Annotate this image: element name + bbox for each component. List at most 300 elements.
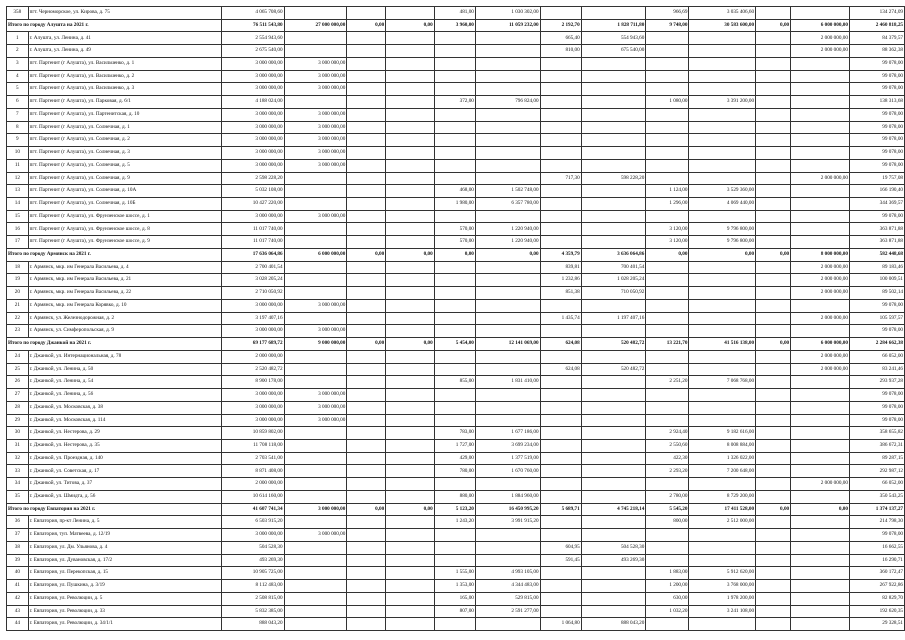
value-cell: 8 900 178,00	[221, 376, 284, 389]
value-cell: 9 748,00	[646, 19, 689, 32]
value-cell: 624,08	[540, 363, 581, 376]
address-cell: г. Джанкой, ул. Шмидта, д. 56	[28, 490, 221, 503]
value-cell	[386, 414, 434, 427]
value-cell	[347, 312, 386, 325]
value-cell	[386, 299, 434, 312]
value-cell	[475, 618, 540, 631]
value-cell	[475, 32, 540, 45]
value-cell	[386, 185, 434, 198]
row-number-cell: 34	[7, 478, 29, 491]
address-cell: г. Армянск, ул. Симферопольская, д. 9	[28, 325, 221, 338]
value-cell: 783,00	[434, 427, 475, 440]
value-cell	[540, 567, 581, 580]
value-cell	[689, 414, 756, 427]
value-cell: 504 528,30	[581, 541, 646, 554]
value-cell: 3 000 000,00	[221, 389, 284, 402]
value-cell: 11 017 740,00	[221, 223, 284, 236]
value-cell	[386, 96, 434, 109]
value-cell: 363 871,88	[849, 236, 904, 249]
value-cell	[347, 363, 386, 376]
address-cell: г. Евпатория, ул. Дувановская, д. 17/2	[28, 554, 221, 567]
value-cell	[689, 389, 756, 402]
address-cell: г. Евпатория, ул. Дм. Ульянова, д. 4	[28, 541, 221, 554]
value-cell: 582 448,68	[849, 248, 904, 261]
value-cell	[347, 185, 386, 198]
value-cell: 3 000 000,00	[221, 210, 284, 223]
value-cell: 1 326 022,00	[689, 452, 756, 465]
value-cell	[434, 350, 475, 363]
row-number-cell: 13	[7, 185, 29, 198]
value-cell: 1 435,74	[540, 312, 581, 325]
value-cell	[475, 172, 540, 185]
value-cell: 4 069 440,00	[689, 198, 756, 211]
value-cell: 9 796 800,00	[689, 236, 756, 249]
value-cell	[689, 172, 756, 185]
table-row	[7, 427, 905, 440]
value-cell	[347, 198, 386, 211]
value-cell	[347, 580, 386, 593]
value-cell	[386, 236, 434, 249]
value-cell	[347, 618, 386, 631]
value-cell: 624,08	[540, 338, 581, 351]
address-cell: пгт. Черноморское, ул. Кирова, д. 75	[28, 7, 221, 20]
value-cell	[581, 350, 646, 363]
value-cell: 2 703 541,00	[221, 452, 284, 465]
value-cell: 800,00	[646, 516, 689, 529]
value-cell	[284, 516, 347, 529]
value-cell	[386, 478, 434, 491]
value-cell	[386, 312, 434, 325]
address-cell: пгт. Партенит (г Алушта), ул. Солнечная, д. 2	[28, 134, 221, 147]
value-cell: 99 078,00	[849, 299, 904, 312]
value-cell: 30 583 600,00	[689, 19, 756, 32]
value-cell	[386, 350, 434, 363]
value-cell	[475, 70, 540, 83]
value-cell: 89 502,14	[849, 287, 904, 300]
address-cell: г. Евпатория, туп. Матвеева, д. 12/19	[28, 529, 221, 542]
value-cell: 166 190,40	[849, 185, 904, 198]
value-cell: 2 000 000,00	[221, 350, 284, 363]
row-number-cell: 19	[7, 274, 29, 287]
value-cell	[791, 236, 850, 249]
value-cell: 3 120,00	[646, 236, 689, 249]
value-cell	[791, 159, 850, 172]
value-cell	[756, 274, 791, 287]
value-cell: 665,40	[540, 32, 581, 45]
value-cell	[347, 147, 386, 160]
value-cell	[540, 529, 581, 542]
value-cell	[581, 70, 646, 83]
value-cell: 675 540,00	[581, 45, 646, 58]
value-cell: 3 000 000,00	[284, 57, 347, 70]
value-cell	[756, 529, 791, 542]
value-cell	[791, 439, 850, 452]
value-cell: 700 401,54	[581, 261, 646, 274]
row-number-cell: 4	[7, 70, 29, 83]
table-row	[7, 478, 905, 491]
value-cell	[756, 45, 791, 58]
value-cell	[540, 592, 581, 605]
value-cell	[284, 376, 347, 389]
value-cell: 358 655,82	[849, 427, 904, 440]
value-cell	[434, 274, 475, 287]
value-cell	[581, 299, 646, 312]
table-row	[7, 465, 905, 478]
value-cell: 570,00	[434, 236, 475, 249]
value-cell	[689, 70, 756, 83]
value-cell: 13 221,70	[646, 338, 689, 351]
value-cell	[540, 401, 581, 414]
value-cell: 16 662,55	[849, 541, 904, 554]
value-cell: 3 197 407,16	[221, 312, 284, 325]
table-row	[7, 452, 905, 465]
value-cell: 3 000 000,00	[221, 159, 284, 172]
value-cell	[646, 529, 689, 542]
table-row	[7, 32, 905, 45]
value-cell: 554 943,60	[581, 32, 646, 45]
value-cell	[689, 529, 756, 542]
value-cell: 8 008 884,00	[689, 439, 756, 452]
value-cell	[434, 541, 475, 554]
value-cell	[386, 210, 434, 223]
address-cell: г. Евпатория, ул. Революции, д. 5	[28, 592, 221, 605]
value-cell	[386, 134, 434, 147]
value-cell	[646, 363, 689, 376]
value-cell: 1 884 960,00	[475, 490, 540, 503]
row-number-cell: 10	[7, 147, 29, 160]
address-cell: г. Джанкой, ул. Проездная, д. 140	[28, 452, 221, 465]
value-cell: 293 937,28	[849, 376, 904, 389]
value-cell: 880,00	[434, 490, 475, 503]
value-cell: 493 269,30	[221, 554, 284, 567]
value-cell	[284, 439, 347, 452]
value-cell	[540, 134, 581, 147]
value-cell	[347, 70, 386, 83]
value-cell	[386, 7, 434, 20]
value-cell	[689, 57, 756, 70]
value-cell: 2 780,00	[646, 490, 689, 503]
value-cell	[646, 414, 689, 427]
value-cell	[475, 83, 540, 96]
value-cell: 19 757,08	[849, 172, 904, 185]
value-cell	[581, 121, 646, 134]
value-cell	[284, 567, 347, 580]
value-cell: 16 450 995,20	[475, 503, 540, 516]
value-cell: 1 353,00	[434, 580, 475, 593]
value-cell	[791, 223, 850, 236]
value-cell: 0,00	[756, 248, 791, 261]
value-cell: 6 000 000,00	[284, 248, 347, 261]
value-cell	[540, 325, 581, 338]
value-cell	[581, 325, 646, 338]
value-cell	[347, 376, 386, 389]
table-row	[7, 567, 905, 580]
value-cell	[756, 134, 791, 147]
value-cell: 99 078,00	[849, 401, 904, 414]
value-cell: 2 000 000,00	[791, 274, 850, 287]
value-cell	[756, 478, 791, 491]
value-cell	[581, 592, 646, 605]
value-cell	[540, 57, 581, 70]
value-cell	[347, 452, 386, 465]
table-row	[7, 45, 905, 58]
value-cell	[581, 7, 646, 20]
value-cell	[756, 121, 791, 134]
total-label-cell: Итого по городу Алушта на 2021 г.	[7, 19, 222, 32]
value-cell: 5 454,00	[434, 338, 475, 351]
table-row	[7, 592, 905, 605]
value-cell	[347, 223, 386, 236]
value-cell	[756, 618, 791, 631]
value-cell: 363 871,88	[849, 223, 904, 236]
table-row	[7, 350, 905, 363]
value-cell	[791, 7, 850, 20]
address-cell: г. Армянск, мкр. им Генерала Корявко, д. 10	[28, 299, 221, 312]
value-cell	[756, 299, 791, 312]
value-cell	[646, 478, 689, 491]
value-cell	[581, 529, 646, 542]
value-cell: 6 000 000,00	[791, 338, 850, 351]
value-cell: 99 078,00	[849, 108, 904, 121]
value-cell	[791, 592, 850, 605]
value-cell	[756, 147, 791, 160]
value-cell	[581, 223, 646, 236]
value-cell: 192 620,35	[849, 605, 904, 618]
row-number-cell: 29	[7, 414, 29, 427]
value-cell	[347, 108, 386, 121]
row-number-cell: 7	[7, 108, 29, 121]
value-cell	[756, 287, 791, 300]
row-number-cell: 44	[7, 618, 29, 631]
value-cell	[434, 57, 475, 70]
value-cell	[540, 299, 581, 312]
row-number-cell: 37	[7, 529, 29, 542]
value-cell: 105 597,57	[849, 312, 904, 325]
value-cell	[540, 580, 581, 593]
value-cell: 8 871 408,00	[221, 465, 284, 478]
value-cell	[434, 32, 475, 45]
value-cell	[689, 350, 756, 363]
value-cell	[434, 159, 475, 172]
value-cell: 2 000 000,00	[791, 350, 850, 363]
address-cell: г. Джанкой, ул. Московская, д. 114	[28, 414, 221, 427]
value-cell	[791, 70, 850, 83]
value-cell	[646, 312, 689, 325]
value-cell	[581, 478, 646, 491]
value-cell	[581, 210, 646, 223]
value-cell: 99 078,00	[849, 159, 904, 172]
value-cell	[434, 529, 475, 542]
value-cell	[581, 439, 646, 452]
value-cell: 429,00	[434, 452, 475, 465]
row-number-cell: 32	[7, 452, 29, 465]
value-cell: 1 232,86	[540, 274, 581, 287]
value-cell: 2 251,20	[646, 376, 689, 389]
value-cell	[386, 389, 434, 402]
value-cell: 1 831 410,00	[475, 376, 540, 389]
value-cell	[646, 159, 689, 172]
value-cell	[756, 70, 791, 83]
value-cell	[646, 210, 689, 223]
value-cell: 1 828 711,80	[581, 19, 646, 32]
value-cell	[581, 452, 646, 465]
value-cell	[540, 210, 581, 223]
value-cell: 3 000 000,00	[221, 414, 284, 427]
value-cell	[689, 147, 756, 160]
value-cell	[475, 363, 540, 376]
address-cell: г. Джанкой, ул. Ленина, д. 50	[28, 363, 221, 376]
address-cell: г. Армянск, мкр. им Генерала Васильева, д. 21	[28, 274, 221, 287]
value-cell: 165,00	[434, 592, 475, 605]
value-cell	[347, 261, 386, 274]
address-cell: пгт. Партенит (г Алушта), ул. Васильченко, д. 1	[28, 57, 221, 70]
value-cell	[689, 325, 756, 338]
value-cell	[756, 554, 791, 567]
address-cell: г. Джанкой, ул. Ленина, д. 56	[28, 389, 221, 402]
value-cell	[646, 121, 689, 134]
value-cell: 570,00	[434, 223, 475, 236]
value-cell: 10 427 220,00	[221, 198, 284, 211]
row-number-cell: 28	[7, 401, 29, 414]
value-cell: 8 729 200,00	[689, 490, 756, 503]
value-cell	[581, 567, 646, 580]
value-cell: 0,00	[475, 248, 540, 261]
value-cell	[540, 605, 581, 618]
row-number-cell: 2	[7, 45, 29, 58]
value-cell: 88 362,38	[849, 45, 904, 58]
row-number-cell: 16	[7, 223, 29, 236]
value-cell: 2 710 050,92	[221, 287, 284, 300]
value-cell: 1 727,00	[434, 439, 475, 452]
value-cell	[284, 452, 347, 465]
value-cell	[347, 172, 386, 185]
value-cell: 99 078,00	[849, 70, 904, 83]
value-cell	[581, 83, 646, 96]
value-cell	[284, 274, 347, 287]
row-number-cell: 14	[7, 198, 29, 211]
table-row	[7, 554, 905, 567]
value-cell	[386, 363, 434, 376]
address-cell: г. Армянск, мкр. им Генерала Васильева, д. 22	[28, 287, 221, 300]
address-cell: г. Джанкой, ул. Советская, д. 17	[28, 465, 221, 478]
value-cell	[386, 516, 434, 529]
value-cell	[386, 592, 434, 605]
value-cell: 9 000 000,00	[284, 338, 347, 351]
value-cell	[756, 261, 791, 274]
value-cell	[347, 236, 386, 249]
value-cell: 11 708 118,00	[221, 439, 284, 452]
row-number-cell: 11	[7, 159, 29, 172]
value-cell: 422,30	[646, 452, 689, 465]
value-cell	[756, 465, 791, 478]
value-cell	[581, 159, 646, 172]
value-cell	[386, 580, 434, 593]
value-cell: 3 699 234,00	[475, 439, 540, 452]
value-cell	[540, 185, 581, 198]
value-cell: 89 183,46	[849, 261, 904, 274]
value-cell: 99 078,00	[849, 57, 904, 70]
address-cell: г. Евпатория, пр-кт Ленина, д. 5	[28, 516, 221, 529]
value-cell	[689, 274, 756, 287]
value-cell	[347, 45, 386, 58]
value-cell	[284, 465, 347, 478]
row-number-cell: 23	[7, 325, 29, 338]
value-cell	[434, 299, 475, 312]
value-cell	[689, 83, 756, 96]
value-cell	[284, 287, 347, 300]
value-cell	[386, 541, 434, 554]
value-cell	[386, 108, 434, 121]
row-number-cell: 38	[7, 541, 29, 554]
table-row	[7, 159, 905, 172]
value-cell: 11 059 232,00	[475, 19, 540, 32]
value-cell	[475, 159, 540, 172]
address-cell: г. Евпатория, ул. Перекопская, д. 15	[28, 567, 221, 580]
value-cell: 504 528,30	[221, 541, 284, 554]
value-cell	[646, 299, 689, 312]
value-cell	[756, 567, 791, 580]
row-number-cell: 26	[7, 376, 29, 389]
value-cell	[646, 172, 689, 185]
value-cell	[347, 592, 386, 605]
value-cell	[386, 427, 434, 440]
value-cell	[347, 134, 386, 147]
address-cell: г. Евпатория, ул. Революции, д. 34/1/1	[28, 618, 221, 631]
value-cell: 591,45	[540, 554, 581, 567]
value-cell	[386, 325, 434, 338]
value-cell: 6 357 780,00	[475, 198, 540, 211]
table-row	[7, 7, 905, 20]
value-cell: 966,69	[646, 7, 689, 20]
value-cell: 3 000 000,00	[284, 121, 347, 134]
table-row	[7, 401, 905, 414]
value-cell	[791, 541, 850, 554]
value-cell: 0,00	[386, 248, 434, 261]
value-cell	[284, 32, 347, 45]
value-cell	[756, 516, 791, 529]
address-cell: пгт. Партенит (г Алушта), ул. Солнечная, д. 10А	[28, 185, 221, 198]
value-cell	[756, 57, 791, 70]
value-cell: 3 000 000,00	[284, 414, 347, 427]
value-cell: 267 922,86	[849, 580, 904, 593]
value-cell	[791, 376, 850, 389]
value-cell	[284, 198, 347, 211]
address-cell: г. Джанкой, ул. Нестерова, д. 29	[28, 427, 221, 440]
value-cell	[434, 478, 475, 491]
row-number-cell: 3	[7, 57, 29, 70]
value-cell	[434, 134, 475, 147]
table-total-row	[7, 19, 905, 32]
row-number-cell: 30	[7, 427, 29, 440]
value-cell: 529 815,00	[475, 592, 540, 605]
value-cell: 0,00	[756, 503, 791, 516]
value-cell: 4 065 708,60	[221, 7, 284, 20]
value-cell	[646, 554, 689, 567]
value-cell: 855,00	[434, 376, 475, 389]
value-cell: 16 290,71	[849, 554, 904, 567]
value-cell	[347, 121, 386, 134]
value-cell	[386, 83, 434, 96]
value-cell: 66 052,00	[849, 478, 904, 491]
value-cell: 3 000 000,00	[221, 325, 284, 338]
value-cell: 350 543,25	[849, 490, 904, 503]
row-number-cell: 31	[7, 439, 29, 452]
row-number-cell: 18	[7, 261, 29, 274]
value-cell: 3 000 000,00	[221, 108, 284, 121]
table-row	[7, 287, 905, 300]
value-cell	[434, 70, 475, 83]
value-cell	[347, 287, 386, 300]
